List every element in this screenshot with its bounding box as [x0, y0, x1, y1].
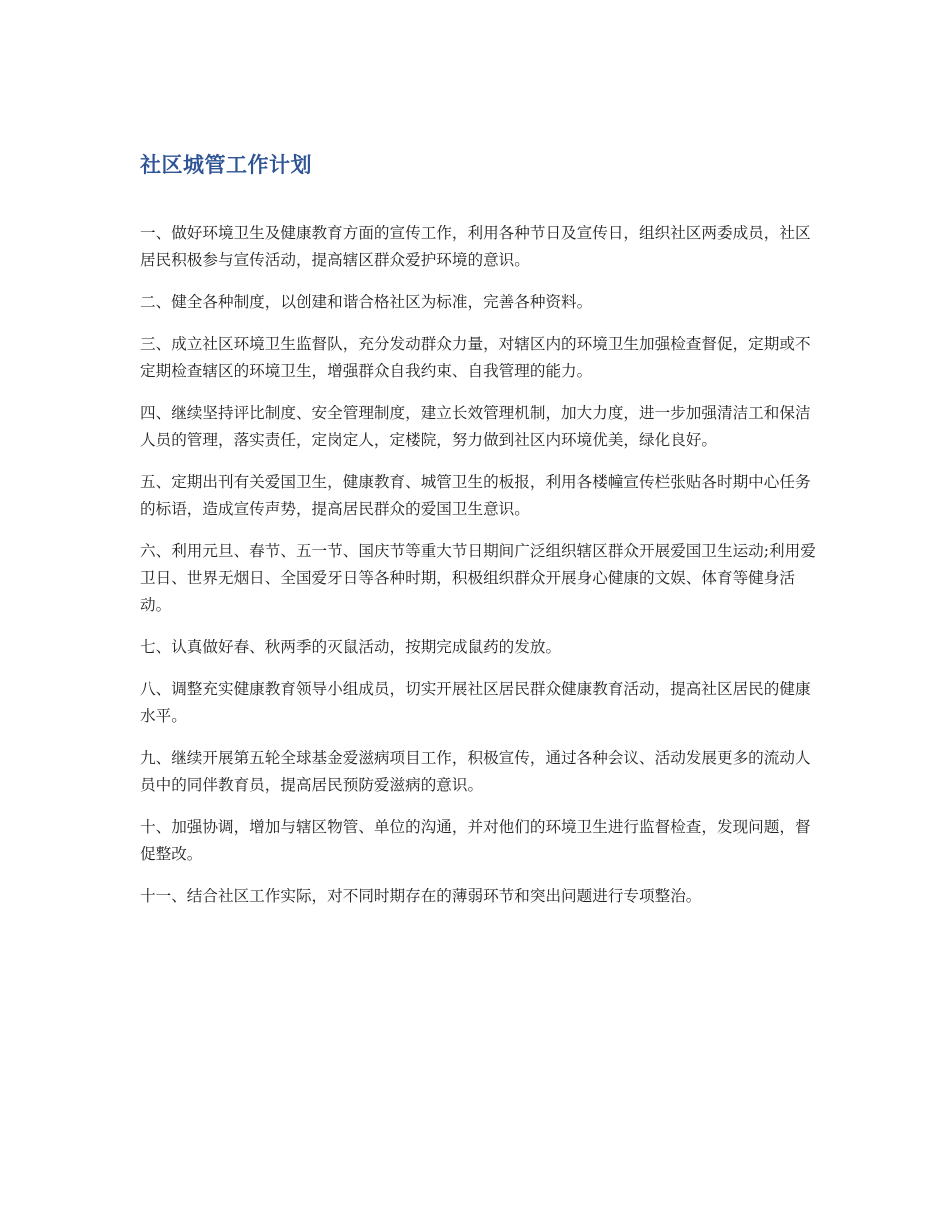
paragraph-8: 八、调整充实健康教育领导小组成员，切实开展社区居民群众健康教育活动，提高社区居民的健康水平。 — [140, 680, 811, 725]
document-body — [140, 220, 820, 910]
paragraph-5: 五、定期出刊有关爱国卫生，健康教育、城管卫生的板报，利用各楼幢宣传栏张贴各时期中心任务的标语，造成宣传声势，提高居民群众的爱国卫生意识。 — [140, 473, 811, 518]
paragraph-10: 十、加强协调，增加与辖区物管、单位的沟通，并对他们的环境卫生进行监督检查，发现问题，督促整改。 — [140, 818, 811, 863]
paragraph-2: 二、健全各种制度，以创建和谐合格社区为标准，完善各种资料。 — [140, 293, 593, 311]
paragraph-11: 十一、结合社区工作实际，对不同时期存在的薄弱环节和突出问题进行专项整治。 — [140, 887, 702, 905]
paragraph-4: 四、继续坚持评比制度、安全管理制度，建立长效管理机制，加大力度，进一步加强清洁工和保洁人员的管理，落实责任，定岗定人，定楼院，努力做到社区内环境优美，绿化良好。 — [140, 404, 811, 449]
paragraph-7: 七、认真做好春、秋两季的灭鼠活动，按期完成鼠药的发放。 — [140, 638, 562, 656]
document-title: 社区城管工作计划 — [140, 153, 312, 177]
paragraph-6: 六、利用元旦、春节、五一节、国庆节等重大节日期间广泛组织辖区群众开展爱国卫生运动;利用爱卫日、世界无烟日、全国爱牙日等各种时期，积极组织群众开展身心健康的文娱、体育等健身活动。 — [140, 542, 816, 614]
paragraph-1: 一、做好环境卫生及健康教育方面的宣传工作，利用各种节日及宣传日，组织社区两委成员，社区居民积极参与宣传活动，提高辖区群众爱护环境的意识。 — [140, 224, 811, 269]
paragraph-3: 三、成立社区环境卫生监督队，充分发动群众力量，对辖区内的环境卫生加强检查督促，定期或不定期检查辖区的环境卫生，增强群众自我约束、自我管理的能力。 — [140, 335, 811, 380]
paragraph-9: 九、继续开展第五轮全球基金爱滋病项目工作，积极宣传，通过各种会议、活动发展更多的流动人员中的同伴教育员，提高居民预防爱滋病的意识。 — [140, 749, 811, 794]
